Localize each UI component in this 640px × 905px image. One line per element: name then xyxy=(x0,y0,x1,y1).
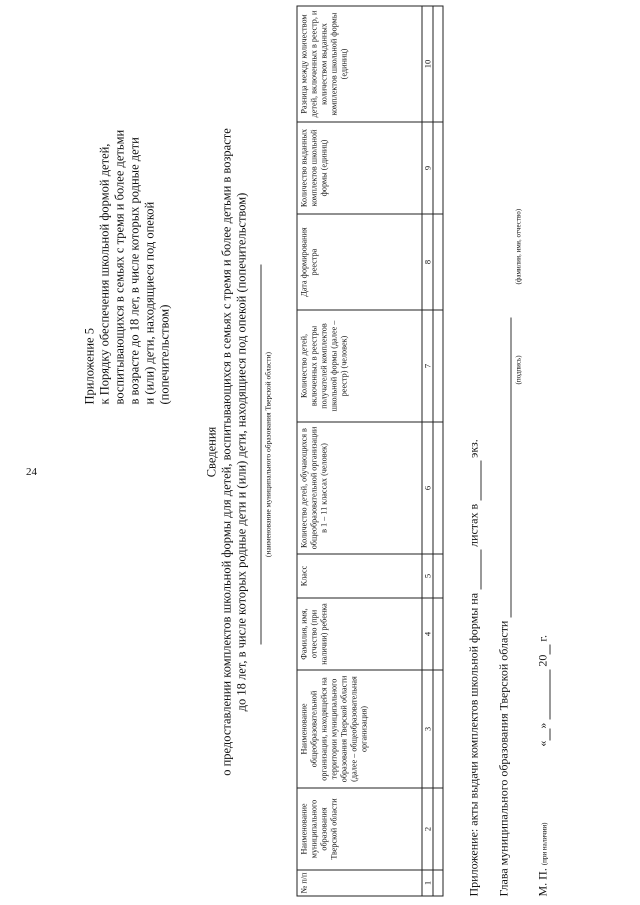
copies-count-field[interactable] xyxy=(481,461,482,501)
table-cell xyxy=(433,670,443,788)
column-number: 8 xyxy=(422,214,433,310)
table-cell xyxy=(433,788,443,870)
table-cell xyxy=(433,310,443,422)
title-line: до 18 лет, в числе которых родные дети и (или) дети, находящиеся под опекой (попечительством) xyxy=(234,192,249,712)
appendix-line: (попечительством) xyxy=(157,304,172,405)
column-header: Разница между количеством детей, включенных в реестр, и количеством выданных комплектов школьной формы (единиц) xyxy=(297,6,422,122)
column-number: 2 xyxy=(422,788,433,870)
column-header: Фамилия, имя, отчество (при наличии) ребенка xyxy=(297,598,422,670)
column-number: 3 xyxy=(422,670,433,788)
date-open-quote: « xyxy=(535,740,550,747)
table-cell xyxy=(433,598,443,670)
page-number: 24 xyxy=(26,466,37,478)
sheets-count-field[interactable] xyxy=(481,550,482,590)
attachment-prefix: Приложение: акты выдачи комплектов школьной формы на xyxy=(466,592,481,897)
head-signature-line xyxy=(497,318,512,897)
column-number: 5 xyxy=(422,554,433,598)
table-cell xyxy=(433,214,443,310)
attachment-suffix: экз. xyxy=(466,439,481,458)
attachment-mid: листах в xyxy=(466,503,481,547)
stamp-label: М. П. xyxy=(535,868,550,897)
title-heading: Сведения xyxy=(204,426,219,478)
table-empty-row xyxy=(433,6,443,896)
year-suffix: г. xyxy=(535,635,550,642)
data-table xyxy=(297,6,444,897)
column-header: Количество детей, включенных в реестры получателей комплектов школьной формы (далее – реестр) (человек) xyxy=(297,310,422,422)
signature-caption: (подпись) xyxy=(514,355,523,385)
column-header: Количество выданных комплектов школьной формы (единиц) xyxy=(297,122,422,214)
appendix-line: в возрасте до 18 лет, в числе которых родные дети xyxy=(127,137,142,405)
column-number: 9 xyxy=(422,122,433,214)
column-header: № п/п xyxy=(297,870,422,896)
appendix-line: к Порядку обеспечения школьной формой детей, xyxy=(97,143,112,405)
day-field[interactable] xyxy=(550,729,551,741)
column-header: Дата формирования реестра xyxy=(297,214,422,310)
month-field[interactable] xyxy=(550,670,551,720)
head-label: Глава муниципального образования Тверской области xyxy=(496,620,511,897)
name-caption: (фамилия, имя, отчество) xyxy=(514,208,523,285)
column-header: Наименование муниципального образования Тверской области xyxy=(297,788,422,870)
rotated-content xyxy=(1,0,640,905)
column-number: 7 xyxy=(422,310,433,422)
appendix-block xyxy=(83,65,173,405)
appendix-line: и (или) дети, находящиеся под опекой xyxy=(142,201,157,405)
table-cell xyxy=(433,122,443,214)
table-number-row xyxy=(422,6,433,896)
column-number: 1 xyxy=(422,870,433,896)
column-number: 6 xyxy=(422,422,433,554)
stamp-note: (при наличии) xyxy=(540,822,549,866)
year-prefix: 20 xyxy=(535,654,550,667)
table-cell xyxy=(433,6,443,122)
table-cell xyxy=(433,422,443,554)
column-header: Класс xyxy=(297,554,422,598)
municipality-underline xyxy=(261,265,262,645)
column-number: 10 xyxy=(422,6,433,122)
table-cell xyxy=(433,554,443,598)
table-cell xyxy=(433,870,443,896)
appendix-line: воспитывающихся в семьях с тремя и более детьми xyxy=(112,129,127,405)
signature-field[interactable] xyxy=(511,318,512,618)
document-title xyxy=(205,60,250,845)
table-header-row xyxy=(297,6,422,896)
column-number: 4 xyxy=(422,598,433,670)
appendix-line: Приложение 5 xyxy=(82,328,97,405)
column-header: Количество детей, обучающихся в общеобразовательной организации в 1 – 11 классах (человек) xyxy=(297,422,422,554)
municipality-caption: (наименование муниципального образования Тверской области) xyxy=(263,351,273,558)
title-line: о предоставлении комплектов школьной формы для детей, воспитывающихся в семьях с тремя и более детьми в возрасте xyxy=(219,128,234,776)
date-close-quote: » xyxy=(535,722,550,729)
stamp-date-line xyxy=(536,635,551,897)
attachment-line xyxy=(467,439,482,896)
column-header: Наименование общеобразовательной организации, находящейся на территории муниципального образования Тверской области (далее – общеобразовательная организация) xyxy=(297,670,422,788)
year-field[interactable] xyxy=(550,645,551,655)
